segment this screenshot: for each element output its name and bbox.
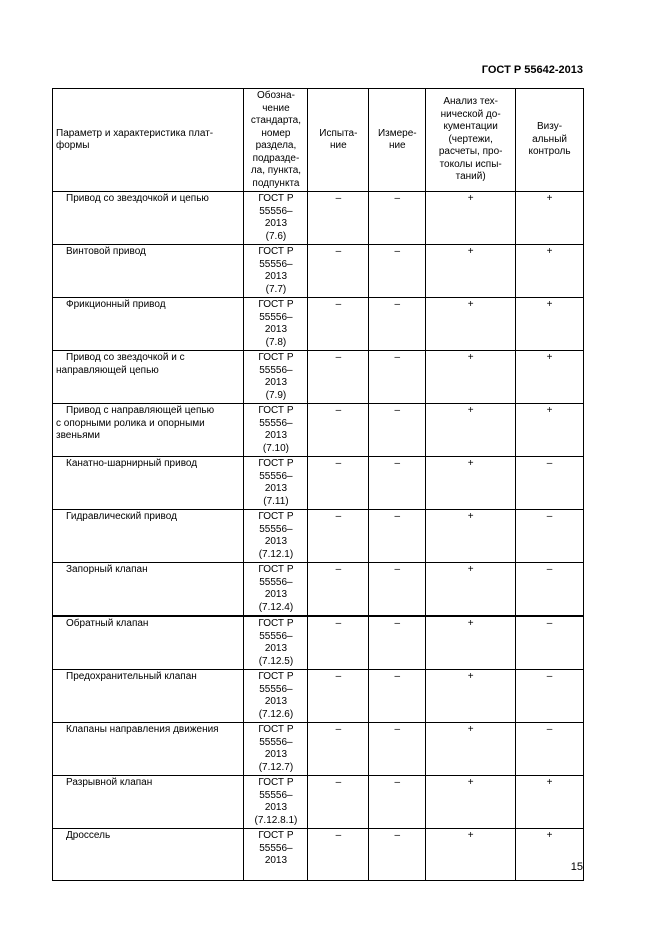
table-row <box>53 298 584 351</box>
testing-cell-text: – <box>335 724 342 735</box>
visual-cell-text: + <box>546 405 553 416</box>
designation-cell-text: ГОСТ Р 55556– 2013 (7.6) <box>258 193 294 242</box>
designation-cell-text: ГОСТ Р 55556– 2013 (7.9) <box>258 352 294 401</box>
measurement-cell <box>369 298 426 351</box>
designation-cell-text: ГОСТ Р 55556– 2013 (7.12.6) <box>258 671 294 720</box>
analysis-cell <box>426 510 516 563</box>
designation-cell-text: ГОСТ Р 55556– 2013 (7.7) <box>258 246 294 295</box>
analysis-cell <box>426 616 516 670</box>
analysis-cell-text: + <box>467 618 474 629</box>
param-cell-text: Гидравлический привод <box>66 511 177 522</box>
designation-cell <box>244 829 308 881</box>
testing-cell-text: – <box>335 246 342 257</box>
designation-cell <box>244 457 308 510</box>
analysis-cell <box>426 192 516 245</box>
table-row <box>53 776 584 829</box>
measurement-cell-text: – <box>394 511 401 522</box>
col-header-analysis-text: Анализ тех- нической до- кументации (чертежи, расчеты, про- токолы испы- таний) <box>438 96 503 183</box>
visual-cell <box>516 351 584 404</box>
analysis-cell-text: + <box>467 511 474 522</box>
designation-cell-text: ГОСТ Р 55556– 2013 (7.11) <box>258 458 294 507</box>
analysis-cell-text: + <box>467 299 474 310</box>
measurement-cell-text: – <box>394 458 401 469</box>
designation-cell <box>244 351 308 404</box>
measurement-cell-text: – <box>394 193 401 204</box>
param-cell <box>53 563 244 617</box>
testing-cell-text: – <box>335 299 342 310</box>
col-header-param-text: Параметр и характеристика плат- формы <box>56 127 214 151</box>
param-cell-text: Фрикционный привод <box>66 299 166 310</box>
designation-cell-text: ГОСТ Р 55556– 2013 (7.12.7) <box>258 724 294 773</box>
analysis-cell <box>426 776 516 829</box>
designation-cell-text: ГОСТ Р 55556– 2013 (7.12.8.1) <box>254 777 298 826</box>
designation-cell <box>244 404 308 457</box>
designation-cell <box>244 192 308 245</box>
visual-cell <box>516 510 584 563</box>
testing-cell-text: – <box>335 458 342 469</box>
testing-cell <box>308 776 369 829</box>
visual-cell-text: + <box>546 777 553 788</box>
designation-cell <box>244 616 308 670</box>
testing-cell <box>308 192 369 245</box>
designation-cell-text: ГОСТ Р 55556– 2013 (7.12.5) <box>258 618 294 667</box>
designation-cell <box>244 510 308 563</box>
col-header-testing-text: Испыта- ние <box>319 127 358 151</box>
testing-cell <box>308 298 369 351</box>
param-cell-text: Клапаны направления движения <box>66 724 219 735</box>
analysis-cell <box>426 670 516 723</box>
designation-cell-text: ГОСТ Р 55556– 2013 (7.12.4) <box>258 564 294 613</box>
table-row <box>53 245 584 298</box>
visual-cell <box>516 723 584 776</box>
visual-cell-text: + <box>546 246 553 257</box>
testing-cell-text: – <box>335 193 342 204</box>
measurement-cell <box>369 457 426 510</box>
visual-cell <box>516 245 584 298</box>
analysis-cell-text: + <box>467 458 474 469</box>
testing-cell-text: – <box>335 511 342 522</box>
measurement-cell-text: – <box>394 405 401 416</box>
analysis-cell-text: + <box>467 246 474 257</box>
analysis-cell <box>426 298 516 351</box>
param-cell-text: Запорный клапан <box>66 564 148 575</box>
param-cell <box>53 351 244 404</box>
param-cell <box>53 670 244 723</box>
inspection-table <box>52 88 584 881</box>
table-header <box>53 89 584 192</box>
visual-cell-text: – <box>546 671 553 682</box>
testing-cell <box>308 404 369 457</box>
analysis-cell <box>426 829 516 881</box>
designation-cell-text: ГОСТ Р 55556– 2013 (7.12.1) <box>258 511 294 560</box>
testing-cell <box>308 723 369 776</box>
testing-cell-text: – <box>335 618 342 629</box>
analysis-cell-text: + <box>467 830 474 841</box>
measurement-cell <box>369 616 426 670</box>
analysis-cell <box>426 351 516 404</box>
designation-cell <box>244 298 308 351</box>
param-cell <box>53 510 244 563</box>
measurement-cell <box>369 351 426 404</box>
table-row <box>53 723 584 776</box>
table-row <box>53 829 584 881</box>
measurement-cell <box>369 192 426 245</box>
measurement-cell <box>369 563 426 617</box>
table-row <box>53 616 584 670</box>
param-cell-text: Винтовой привод <box>66 246 146 257</box>
analysis-cell <box>426 723 516 776</box>
testing-cell-text: – <box>335 405 342 416</box>
visual-cell <box>516 298 584 351</box>
analysis-cell-text: + <box>467 193 474 204</box>
measurement-cell <box>369 404 426 457</box>
visual-cell <box>516 563 584 617</box>
measurement-cell-text: – <box>394 299 401 310</box>
measurement-cell <box>369 510 426 563</box>
param-cell <box>53 192 244 245</box>
col-header-designation-text: Обозна- чение стандарта, номер раздела, подразде- ла, пункта, подпункта <box>250 90 302 189</box>
visual-cell <box>516 670 584 723</box>
visual-cell <box>516 404 584 457</box>
measurement-cell <box>369 245 426 298</box>
designation-cell-text: ГОСТ Р 55556– 2013 <box>258 830 294 866</box>
measurement-cell-text: – <box>394 246 401 257</box>
col-header-visual <box>516 89 584 192</box>
testing-cell <box>308 829 369 881</box>
param-cell <box>53 829 244 881</box>
col-header-measurement-text: Измере- ние <box>377 127 417 151</box>
param-cell <box>53 776 244 829</box>
designation-cell <box>244 670 308 723</box>
table-row <box>53 457 584 510</box>
visual-cell-text: – <box>546 724 553 735</box>
analysis-cell-text: + <box>467 352 474 363</box>
analysis-cell <box>426 563 516 617</box>
measurement-cell <box>369 829 426 881</box>
visual-cell-text: + <box>546 193 553 204</box>
visual-cell-text: – <box>546 458 553 469</box>
analysis-cell <box>426 245 516 298</box>
page-number: 15 <box>570 861 583 873</box>
param-cell-text: Канатно-шарнирный привод <box>66 458 198 469</box>
measurement-cell-text: – <box>394 724 401 735</box>
param-cell <box>53 457 244 510</box>
testing-cell <box>308 457 369 510</box>
param-cell <box>53 404 244 457</box>
document-code: ГОСТ Р 55642-2013 <box>481 64 583 76</box>
measurement-cell-text: – <box>394 671 401 682</box>
testing-cell-text: – <box>335 830 342 841</box>
param-cell-text: Обратный клапан <box>66 618 149 629</box>
col-header-measurement <box>369 89 426 192</box>
param-cell-text: Предохранительный клапан <box>66 671 197 682</box>
designation-cell <box>244 723 308 776</box>
visual-cell-text: – <box>546 618 553 629</box>
measurement-cell-text: – <box>394 352 401 363</box>
param-cell <box>53 723 244 776</box>
measurement-cell <box>369 723 426 776</box>
col-header-testing <box>308 89 369 192</box>
analysis-cell-text: + <box>467 671 474 682</box>
testing-cell-text: – <box>335 352 342 363</box>
table-body <box>53 192 584 881</box>
visual-cell-text: + <box>546 299 553 310</box>
table-row <box>53 670 584 723</box>
measurement-cell <box>369 670 426 723</box>
visual-cell-text: + <box>546 830 553 841</box>
col-header-param <box>53 89 244 192</box>
param-cell-text: Привод со звездочкой и цепью <box>66 193 209 204</box>
designation-cell-text: ГОСТ Р 55556– 2013 (7.10) <box>258 405 294 454</box>
designation-cell <box>244 563 308 617</box>
analysis-cell <box>426 404 516 457</box>
table-row <box>53 351 584 404</box>
analysis-cell-text: + <box>467 564 474 575</box>
analysis-cell-text: + <box>467 724 474 735</box>
param-cell-text: Дроссель <box>66 830 111 841</box>
testing-cell <box>308 563 369 617</box>
param-cell-text: Разрывной клапан <box>66 777 153 788</box>
param-cell <box>53 298 244 351</box>
param-cell-text: Привод со звездочкой и с направляющей цепью <box>56 352 185 376</box>
col-header-analysis <box>426 89 516 192</box>
visual-cell-text: – <box>546 564 553 575</box>
measurement-cell-text: – <box>394 564 401 575</box>
table-row <box>53 404 584 457</box>
analysis-cell-text: + <box>467 405 474 416</box>
visual-cell <box>516 192 584 245</box>
testing-cell <box>308 245 369 298</box>
testing-cell <box>308 351 369 404</box>
col-header-visual-text: Визу- альный контроль <box>528 121 571 158</box>
visual-cell <box>516 616 584 670</box>
measurement-cell-text: – <box>394 830 401 841</box>
measurement-cell-text: – <box>394 777 401 788</box>
testing-cell-text: – <box>335 777 342 788</box>
table-row <box>53 563 584 617</box>
param-cell <box>53 616 244 670</box>
designation-cell <box>244 245 308 298</box>
designation-cell-text: ГОСТ Р 55556– 2013 (7.8) <box>258 299 294 348</box>
measurement-cell-text: – <box>394 618 401 629</box>
analysis-cell <box>426 457 516 510</box>
designation-cell <box>244 776 308 829</box>
testing-cell <box>308 670 369 723</box>
visual-cell <box>516 776 584 829</box>
col-header-designation <box>244 89 308 192</box>
testing-cell-text: – <box>335 671 342 682</box>
testing-cell-text: – <box>335 564 342 575</box>
param-cell-text: Привод с направляющей цепью с опорными ролика и опорными звеньями <box>56 405 215 441</box>
table-row <box>53 192 584 245</box>
visual-cell <box>516 457 584 510</box>
visual-cell-text: + <box>546 352 553 363</box>
param-cell <box>53 245 244 298</box>
visual-cell-text: – <box>546 511 553 522</box>
testing-cell <box>308 510 369 563</box>
analysis-cell-text: + <box>467 777 474 788</box>
testing-cell <box>308 616 369 670</box>
table-row <box>53 510 584 563</box>
measurement-cell <box>369 776 426 829</box>
